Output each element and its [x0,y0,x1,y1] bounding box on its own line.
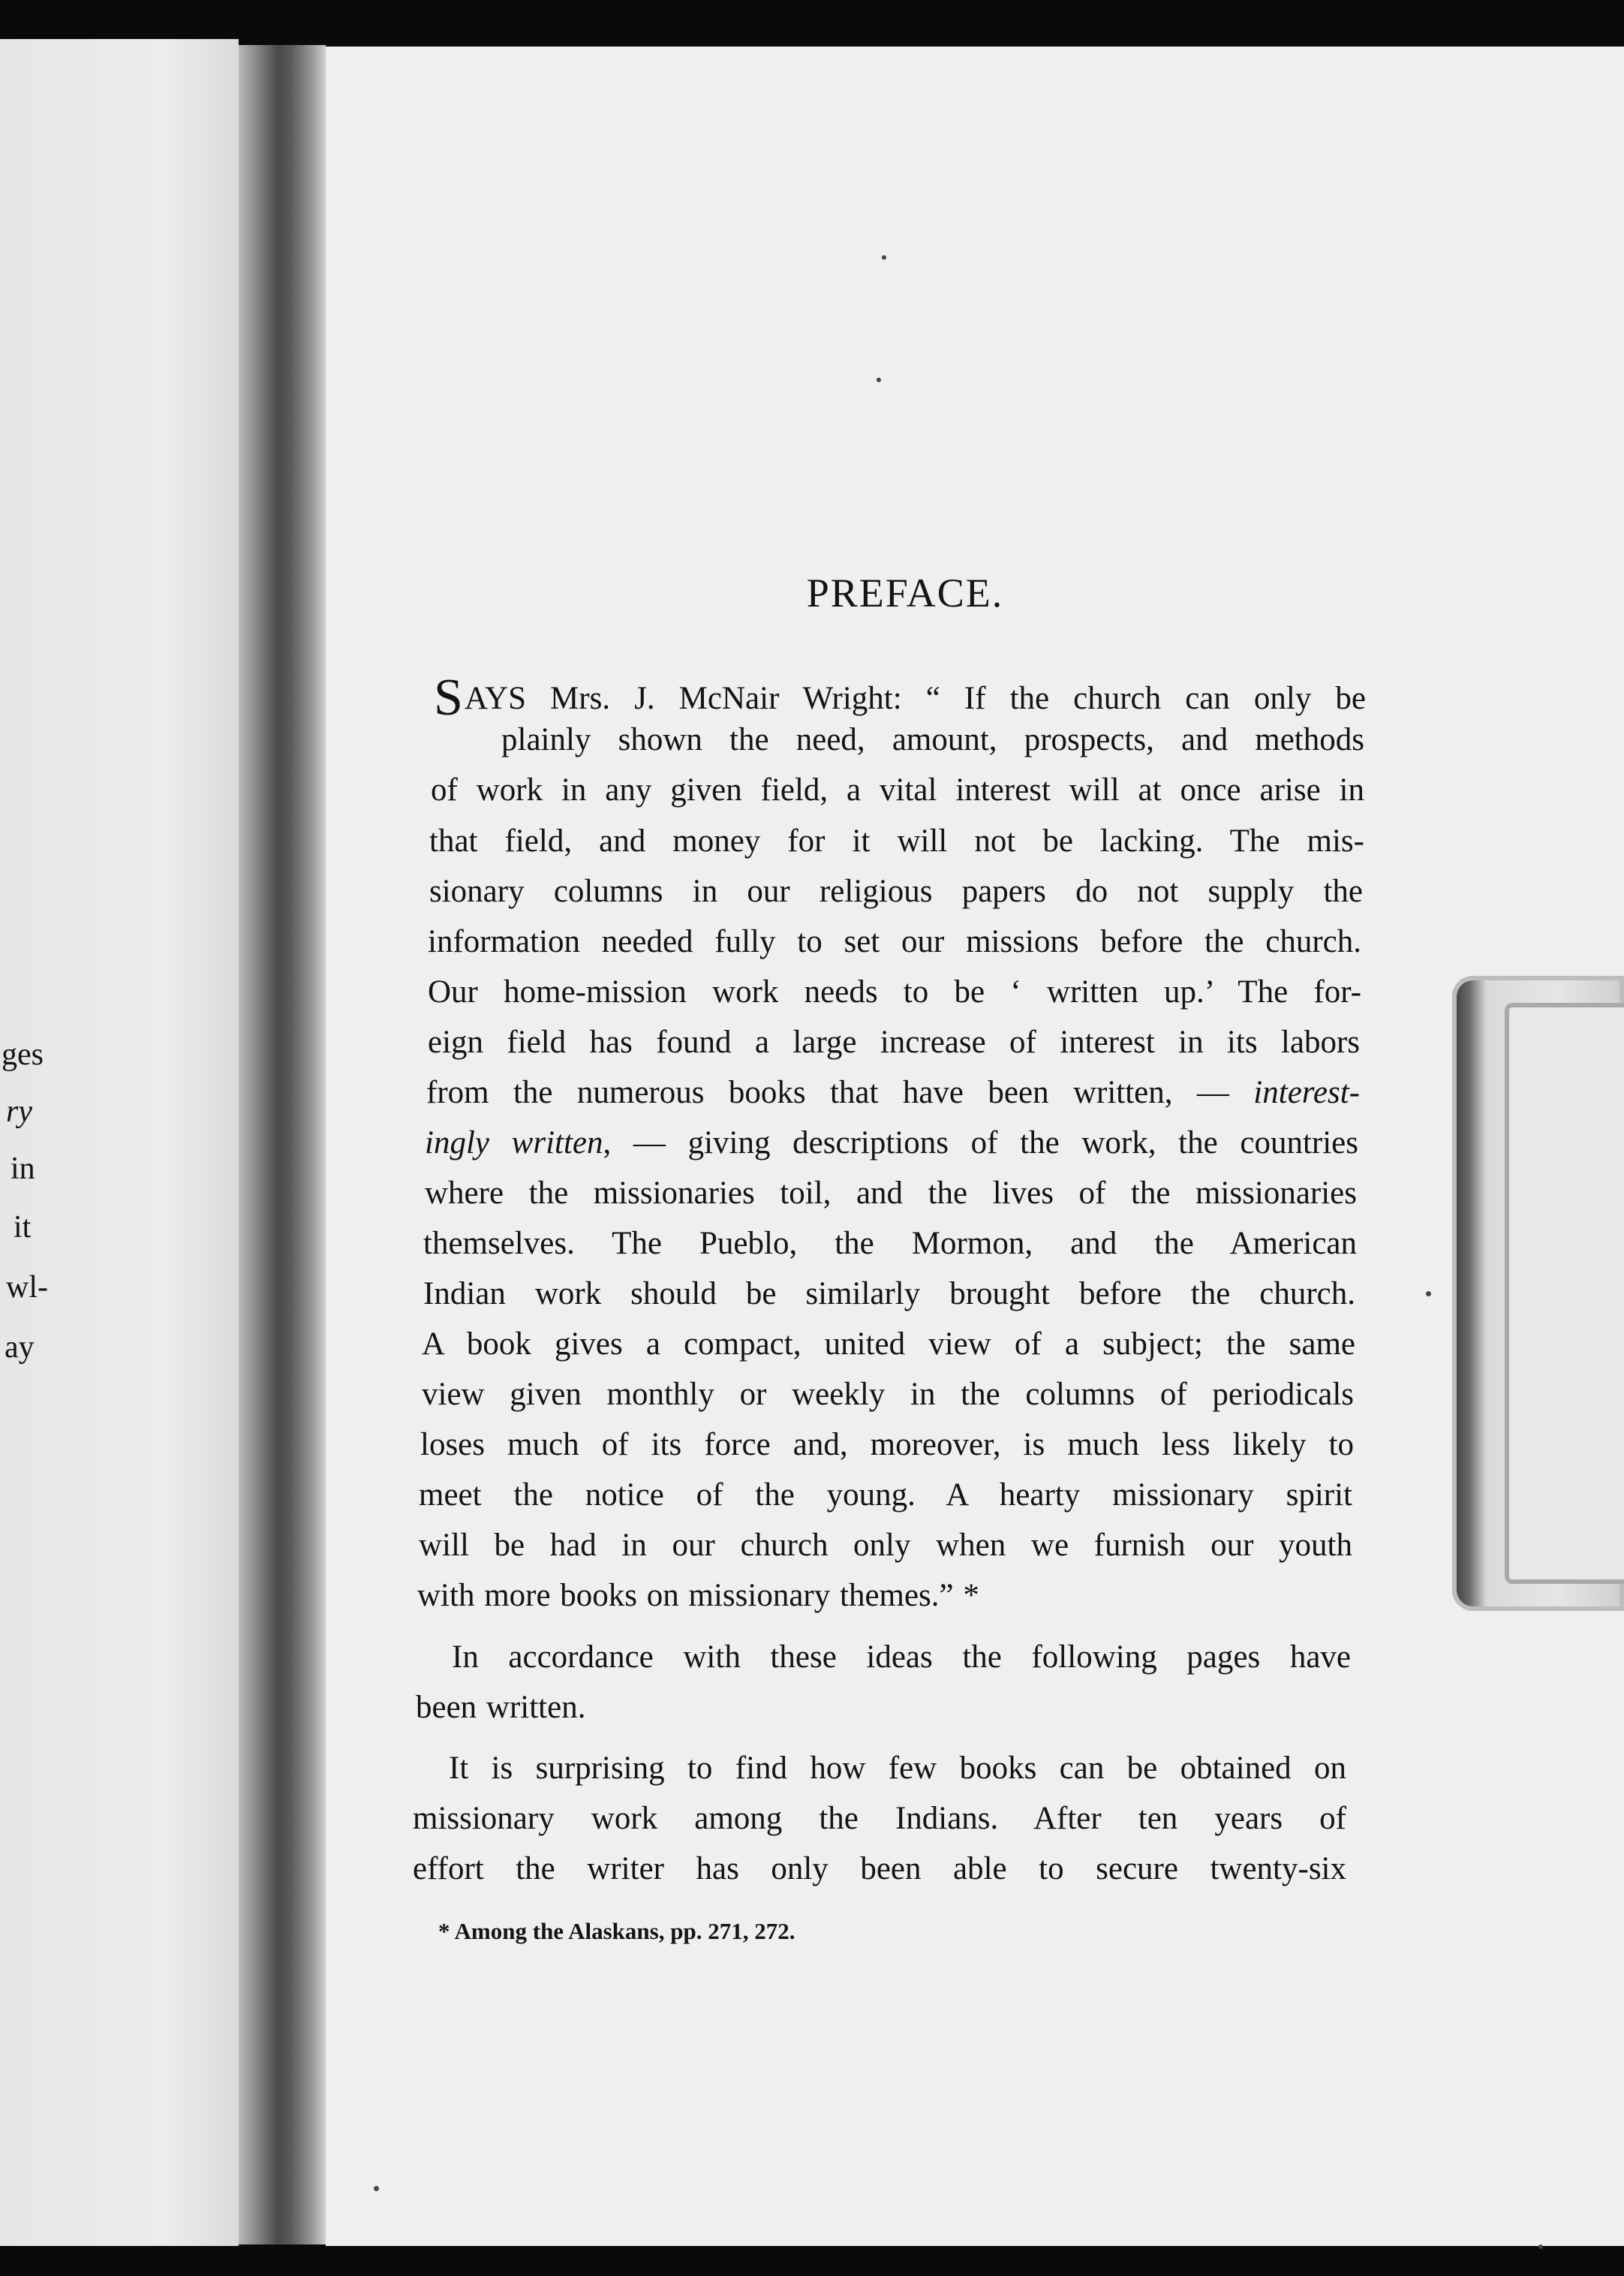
body-line-9: from the numerous books that have been written, — interest- [426,1075,1360,1110]
body-line-18: will be had in our church only when we furnish our youth [419,1528,1352,1563]
body-line-22: It is surprising to find how few books can be obtained on [449,1751,1346,1786]
page-clip-inner [1505,1003,1624,1584]
body-line-14: A book gives a compact, united view of a subject; the same [422,1326,1355,1362]
body-line-5: sionary columns in our religious papers do not supply the [429,874,1363,909]
page-clip [1452,976,1624,1611]
footnote: * Among the Alaskans, pp. 271, 272. [438,1918,795,1944]
page-title: PREFACE. [806,571,1004,616]
left-fragment-5: wl- [6,1270,48,1305]
body-line-17: meet the notice of the young. A hearty missionary spirit [419,1477,1352,1513]
body-line-7: Our home-mission work needs to be ‘ written up.’ The for- [428,974,1361,1010]
body-line-19: with more books on missionary themes.” * [417,1578,979,1613]
body-line-2: plainly shown the need, amount, prospects, and methods [501,722,1364,757]
left-fragment-3: in [11,1152,35,1186]
body-line-13: Indian work should be similarly brought before the church. [423,1276,1355,1311]
left-fragment-4: it [14,1210,32,1245]
body-line-21: been written. [416,1690,586,1725]
body-line-16: loses much of its force and, moreover, is much less likely to [420,1427,1354,1462]
body-line-24: effort the writer has only been able to secure twenty-six [413,1851,1346,1886]
body-line-15: view given monthly or weekly in the columns of periodicals [422,1377,1354,1412]
book-gutter [239,45,326,2244]
body-line-10: ingly written, — giving descriptions of the work, the countries [425,1125,1358,1161]
paper-speck [877,378,881,382]
left-fragment-6: ay [5,1330,35,1365]
body-line-1: SAYS Mrs. J. McNair Wright: “ If the church can only be [434,669,1366,727]
body-line-8: eign field has found a large increase of interest in its labors [428,1025,1360,1060]
paper-speck [1538,2244,1543,2249]
body-line-4: that field, and money for it will not be lacking. The mis- [429,823,1364,859]
drop-cap: S [434,669,463,727]
body-line-3: of work in any given field, a vital interest will at once arise in [431,772,1364,808]
paper-speck [1426,1291,1431,1296]
body-line-23: missionary work among the Indians. After ten years of [413,1801,1346,1836]
body-line-6: information needed fully to set our missions before the church. [428,924,1361,959]
paper-speck [882,255,886,260]
paper-speck [374,2186,379,2191]
left-fragment-1: ges [2,1037,44,1072]
left-page [0,39,239,2246]
body-line-12: themselves. The Pueblo, the Mormon, and the American [423,1226,1357,1261]
body-line-11: where the missionaries toil, and the lives of the missionaries [425,1176,1357,1211]
left-fragment-2: ry [6,1094,32,1129]
body-line-20: In accordance with these ideas the following pages have [452,1639,1351,1675]
